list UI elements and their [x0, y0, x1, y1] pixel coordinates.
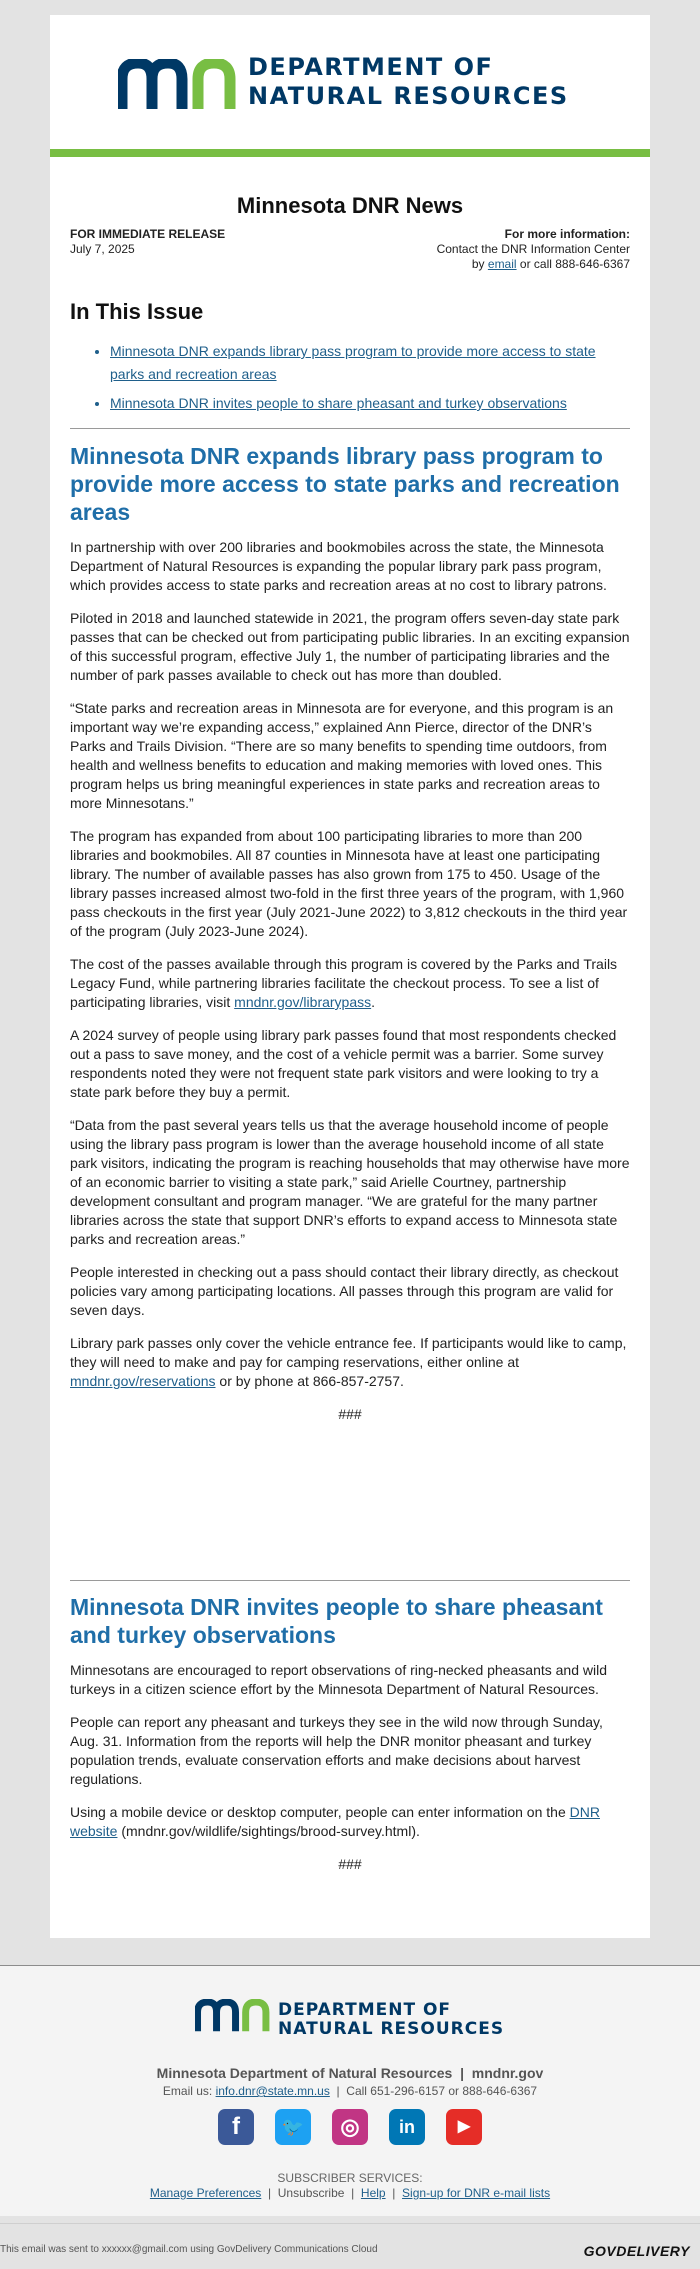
issue-item [110, 340, 630, 386]
article-paragraph: Using a mobile device or desktop computer, people can enter information on the DNR website (mndnr.gov/wildlife/sightings/brood-survey.html). [70, 1804, 600, 1839]
issue-link-library-pass[interactable]: Minnesota DNR expands library pass program to provide more access to state parks and recreation areas [110, 343, 596, 382]
in-this-issue-heading: In This Issue [70, 299, 204, 324]
dept-name [248, 53, 569, 111]
article-paragraph: The program has expanded from about 100 participating libraries to more than 200 libraries and bookmobiles. All 87 counties in Minnesota have at least one participating library. The number of available passes has also grown from 175 to 450. Usage of the library passes increased almost two-fold in the first three years of the program, with 1,960 pass checkouts in the first year (July 2021-June 2022) to 3,812 checkouts in the third year of the program (July 2023-June 2024). [70, 828, 628, 939]
bottom-divider [0, 2223, 700, 2224]
article-paragraph: A 2024 survey of people using library park passes found that most respondents checked out a pass to save money, and the cost of a vehicle permit was a barrier. Some survey respondents noted they were not frequent state park visitors and were looking to try a state park before they buy a permit. [70, 1027, 617, 1100]
facebook-icon[interactable]: f [218, 2109, 254, 2145]
end-mark: ### [338, 1856, 362, 1872]
article-paragraph: “Data from the past several years tells us that the average household income of people using the library pass program is lower than the average household income of all state park visitors, indicating the program is reaching households that may otherwise have more of an economic barrier to visiting a state park,” said Arielle Courtney, partnership development consultant and program manager. “We are grateful for the many partner libraries across the state that support DNR’s efforts to expand access to Minnesota state parks and recreation areas.” [70, 1117, 630, 1247]
section-divider [70, 1580, 630, 1581]
unsubscribe-link[interactable]: Unsubscribe [277, 2186, 345, 2200]
issue-link-pheasant[interactable]: Minnesota DNR invites people to share pheasant and turkey observations [110, 395, 567, 411]
instagram-icon[interactable]: ◎ [332, 2109, 368, 2145]
twitter-icon[interactable]: 🐦 [275, 2109, 311, 2145]
article-paragraph: The cost of the passes available through this program is covered by the Parks and Trails Legacy Fund, while partnering libraries facilitate the checkout process. To see a list of participating libraries, visit mndnr.gov/librarypass. [70, 956, 618, 1010]
footer-email-link[interactable]: info.dnr@state.mn.us [215, 2084, 330, 2098]
green-divider [50, 149, 650, 157]
contact-label: For more information: [504, 227, 630, 241]
section-divider [70, 428, 630, 429]
contact-block [437, 227, 630, 272]
dept-line2: NATURAL RESOURCES [248, 82, 569, 110]
article-title: Minnesota DNR expands library pass program to provide more access to state parks and recreation areas [70, 443, 620, 525]
newsletter-card [50, 15, 650, 1938]
help-link[interactable]: Help [360, 2186, 386, 2200]
reservations-link[interactable]: mndnr.gov/reservations [70, 1373, 216, 1389]
sent-note: This email was sent to xxxxxx@gmail.com using GovDelivery Communications Cloud [0, 2244, 378, 2255]
article-title: Minnesota DNR invites people to share pheasant and turkey observations [70, 1594, 603, 1648]
footer-dept-name: DEPARTMENT OF NATURAL RESOURCES [278, 2000, 505, 2039]
release-block [70, 227, 225, 257]
article-pheasant [70, 1593, 630, 1888]
mn-logo-icon [118, 59, 238, 111]
contact-email-link[interactable]: email [487, 257, 517, 271]
subscriber-links: Manage Preferences | Unsubscribe | Help | Sign-up for DNR e-mail lists [149, 2186, 551, 2200]
contact-line2: Contact the DNR Information Center [436, 242, 630, 256]
govdelivery-logo[interactable]: GOVDELIVERY [583, 2243, 690, 2259]
issue-item [110, 392, 630, 415]
librarypass-link[interactable]: mndnr.gov/librarypass [234, 994, 372, 1010]
youtube-icon[interactable]: ▶ [446, 2109, 482, 2145]
subscriber-services-label: SUBSCRIBER SERVICES: [277, 2171, 423, 2185]
manage-preferences-link[interactable]: Manage Preferences [149, 2186, 262, 2200]
newsletter-title: Minnesota DNR News [236, 193, 464, 218]
article-paragraph: Library park passes only cover the vehicle entrance fee. If participants would like to camp, they will need to make and pay for camping reservations, either online at mndnr.gov/reservations or by phone at 866-857-2757. [70, 1335, 627, 1389]
article-paragraph: In partnership with over 200 libraries and bookmobiles across the state, the Minnesota Department of Natural Resources is expanding the popular library park pass program, which provides access to state parks and recreation areas at no cost to library patrons. [70, 539, 607, 593]
article-library-pass [70, 442, 630, 1438]
article-paragraph: “State parks and recreation areas in Minnesota are for everyone, and this program is an important way we’re expanding access,” explained Ann Pierce, director of the DNR’s Parks and Trails Division. “There are so many benefits to spending time outdoors, from health and wellness benefits to education and making memories with loved ones. This program helps us bring meaningful experiences in state parks and recreation areas to more Minnesotans.” [70, 700, 614, 811]
article-paragraph: Minnesotans are encouraged to report observations of ring-necked pheasants and wild turkeys in a citizen science effort by the Minnesota Department of Natural Resources. [70, 1662, 607, 1697]
release-label: FOR IMMEDIATE RELEASE [70, 227, 226, 241]
signup-link[interactable]: Sign-up for DNR e-mail lists [402, 2186, 551, 2200]
article-paragraph: People interested in checking out a pass should contact their library directly, as checkout policies vary among participating locations. All passes through this program are valid for seven days. [70, 1264, 619, 1318]
dnr-website-link[interactable]: DNR website [70, 1804, 600, 1839]
release-date: July 7, 2025 [70, 242, 135, 256]
end-mark: ### [338, 1406, 362, 1422]
dept-line1: DEPARTMENT OF [248, 53, 494, 81]
footer-mn-logo-icon [195, 1999, 271, 2033]
header-logo [50, 15, 650, 155]
footer-contact-line: Email us: info.dnr@state.mn.us | Call 651-296-6157 or 888-646-6367 [162, 2084, 538, 2098]
article-paragraph: People can report any pheasant and turkeys they see in the wild now through Sunday, Aug. 31. Information from the reports will help the DNR monitor pheasant and turkey population trends, evaluate conservation efforts and make decisions about harvest regulations. [70, 1714, 603, 1787]
footer [0, 1966, 700, 2216]
linkedin-icon[interactable]: in [389, 2109, 425, 2145]
article-paragraph: Piloted in 2018 and launched statewide in 2021, the program offers seven-day state park passes that can be checked out from participating public libraries. In an exciting expansion of this successful program, effective July 1, the number of participating libraries and the number of park passes available to check out has more than doubled. [70, 610, 630, 683]
social-icons [218, 2109, 482, 2147]
footer-org-line: Minnesota Department of Natural Resources | mndnr.gov [156, 2065, 544, 2081]
contact-line3: by email or call 888-646-6367 [471, 257, 630, 271]
issue-list [70, 340, 630, 421]
